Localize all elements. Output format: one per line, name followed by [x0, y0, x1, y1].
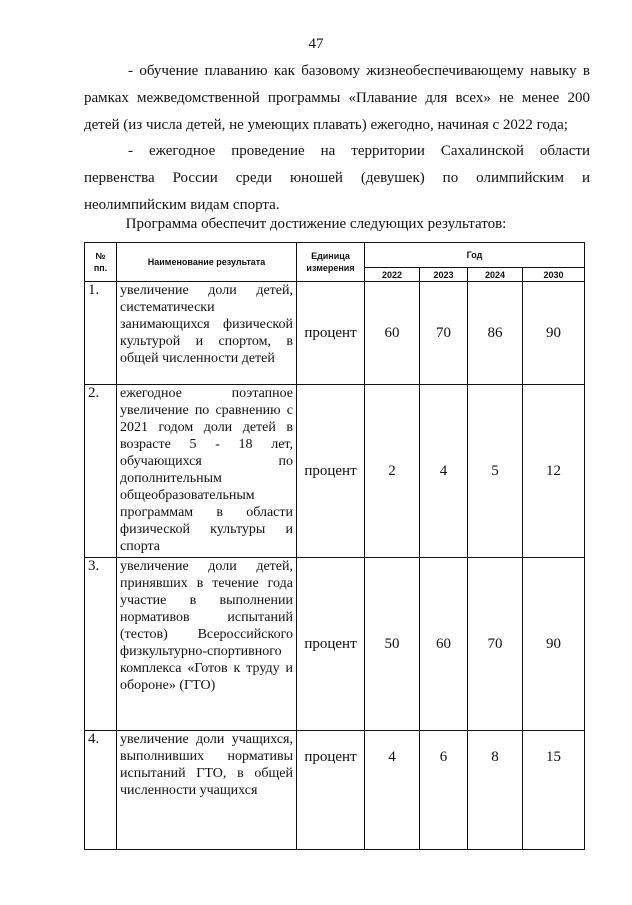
result-name: ежегодное поэтапное увеличение по сравнению с 2021 годом доли детей в возрасте 5 - 18 лет, обучающихся по дополнительным общеобразовательным программам в области физической культуры и спорта — [117, 385, 297, 558]
paragraph-championship-text: - ежегодное проведение на территории Сахалинской области первенства России среди юношей (девушек) по олимпийским и неолимпийским видам спорта. — [84, 143, 590, 213]
value-2022: 50 — [365, 558, 420, 731]
paragraph-championship — [84, 138, 590, 219]
value-2024: 70 — [468, 558, 523, 731]
results-table — [84, 242, 585, 850]
result-unit: процент — [297, 558, 365, 731]
value-2023: 4 — [420, 385, 468, 558]
paragraph-swimming — [84, 58, 590, 139]
row-number: 3. — [85, 558, 117, 731]
table-row — [85, 282, 585, 385]
value-2023: 6 — [420, 731, 468, 850]
results-intro: Программа обеспечит достижение следующих результатов: — [125, 216, 507, 232]
value-2023: 70 — [420, 282, 468, 385]
result-unit: процент — [297, 731, 365, 850]
header-year-2024: 2024 — [468, 268, 523, 282]
result-name: увеличение доли детей, принявших в течение года участие в выполнении нормативов испытаний (тестов) Всероссийского физкультурно-спортивного комплекса «Готов к труду и обороне» (ГТО) — [117, 558, 297, 731]
header-year-group: Год — [365, 243, 585, 268]
table-row — [85, 558, 585, 731]
header-unit: Единица измерения — [297, 243, 365, 282]
row-number: 4. — [85, 731, 117, 850]
page-number: 47 — [308, 36, 324, 52]
header-name: Наименование результата — [117, 243, 297, 282]
value-2023: 60 — [420, 558, 468, 731]
result-name: увеличение доли детей, систематически занимающихся физической культурой и спортом, в общей численности детей — [117, 282, 297, 385]
paragraph-swimming-text: - обучение плаванию как базовому жизнеобеспечивающему навыку в рамках межведомственной программы «Плавание для всех» не менее 200 детей (из числа детей, не умеющих плавать) ежегодно, начиная с 2022 года; — [84, 63, 590, 133]
result-name: увеличение доли учащихся, выполнивших нормативы испытаний ГТО, в общей численности учащихся — [117, 731, 297, 850]
header-year-2023: 2023 — [420, 268, 468, 282]
result-unit: процент — [297, 385, 365, 558]
value-2024: 86 — [468, 282, 523, 385]
value-2022: 60 — [365, 282, 420, 385]
row-number: 1. — [85, 282, 117, 385]
header-year-2030: 2030 — [523, 268, 585, 282]
value-2030: 15 — [523, 731, 585, 850]
header-year-2022: 2022 — [365, 268, 420, 282]
header-num: № пп. — [85, 243, 117, 282]
row-number: 2. — [85, 385, 117, 558]
value-2030: 90 — [523, 558, 585, 731]
value-2030: 90 — [523, 282, 585, 385]
result-unit: процент — [297, 282, 365, 385]
table-row — [85, 731, 585, 850]
value-2022: 2 — [365, 385, 420, 558]
value-2030: 12 — [523, 385, 585, 558]
value-2024: 5 — [468, 385, 523, 558]
value-2022: 4 — [365, 731, 420, 850]
table-row — [85, 385, 585, 558]
value-2024: 8 — [468, 731, 523, 850]
